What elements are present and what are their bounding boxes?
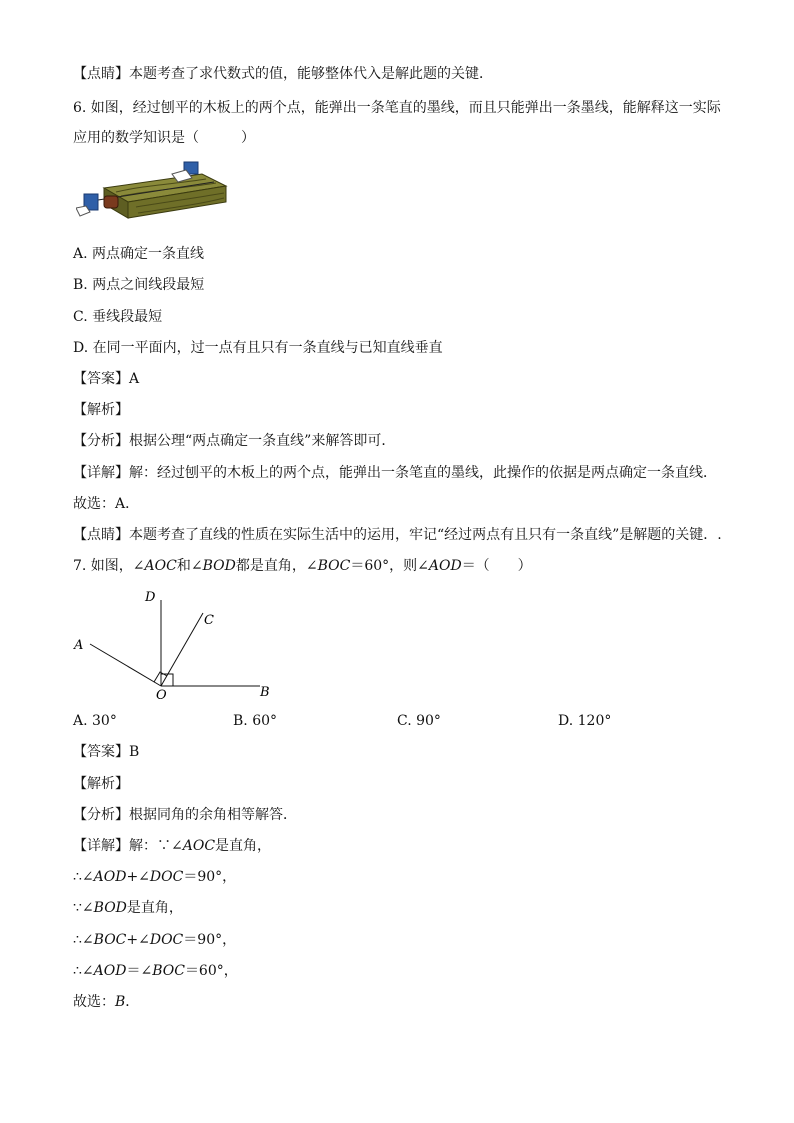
answer-6: 【答案】A [73, 371, 140, 387]
question-7-stem: 7. 如图，∠AOC和∠BOD都是直角，∠BOC＝60°，则∠AOD＝（ ） [73, 558, 532, 574]
label-o: O [156, 688, 167, 701]
guxuan-6: 故选：A． [73, 496, 140, 512]
answer-7: 【答案】B [73, 744, 140, 760]
question-6-stem: 6. 如图，经过刨平的木板上的两个点，能弹出一条笔直的墨线，而且只能弹出一条墨线，能解释这一实际 [73, 100, 721, 116]
xiangjie-6: 【详解】解：经过刨平的木板上的两个点，能弹出一条笔直的墨线，此操作的依据是两点确定一条直线． [73, 465, 717, 481]
solution-step-4: ∴∠BOC+∠DOC＝90°， [73, 932, 237, 948]
wood-board-illustration [76, 160, 232, 222]
question-7-options [73, 711, 713, 731]
fenxi-7: 【分析】根据同角的余角相等解答． [73, 807, 297, 823]
option-7-a: A. 30° [73, 713, 117, 729]
label-d: D [145, 590, 156, 605]
option-7-c: C. 90° [397, 713, 441, 729]
label-c: C [204, 613, 214, 628]
angle-figure [70, 586, 280, 701]
jiexi-6: 【解析】 [73, 402, 129, 418]
option-7-b: B. 60° [233, 713, 278, 729]
fenxi-6: 【分析】根据公理“两点确定一条直线”来解答即可． [73, 433, 396, 449]
solution-step-5: ∴∠AOD＝∠BOC＝60°， [73, 963, 238, 979]
solution-step-3: ∵∠BOD是直角， [73, 900, 183, 916]
ray-oc [161, 613, 203, 686]
label-b: B [260, 685, 270, 700]
solution-step-2: ∴∠AOD+∠DOC＝90°， [73, 869, 237, 885]
ray-oa [90, 644, 161, 686]
question-6-stem-cont: 应用的数学知识是（ ） [73, 130, 255, 146]
option-6-a: A. 两点确定一条直线 [73, 246, 205, 262]
jiexi-7: 【解析】 [73, 776, 129, 792]
solution-step-6: 故选：B． [73, 994, 140, 1010]
option-6-c: C. 垂线段最短 [73, 309, 163, 325]
option-7-d: D. 120° [558, 713, 612, 729]
option-6-d: D. 在同一平面内，过一点有且只有一条直线与已知直线垂直 [73, 340, 443, 356]
line-dianjing-prev: 【点睛】本题考查了求代数式的值，能够整体代入是解此题的关键． [73, 66, 493, 82]
dianjing-6: 【点睛】本题考查了直线的性质在实际生活中的运用，牢记“经过两点有且只有一条直线”是解题的关键．. [73, 527, 722, 543]
option-6-b: B. 两点之间线段最短 [73, 277, 205, 293]
solution-step-1: 【详解】解：∵∠AOC是直角， [73, 838, 272, 854]
label-a: A [74, 638, 84, 653]
